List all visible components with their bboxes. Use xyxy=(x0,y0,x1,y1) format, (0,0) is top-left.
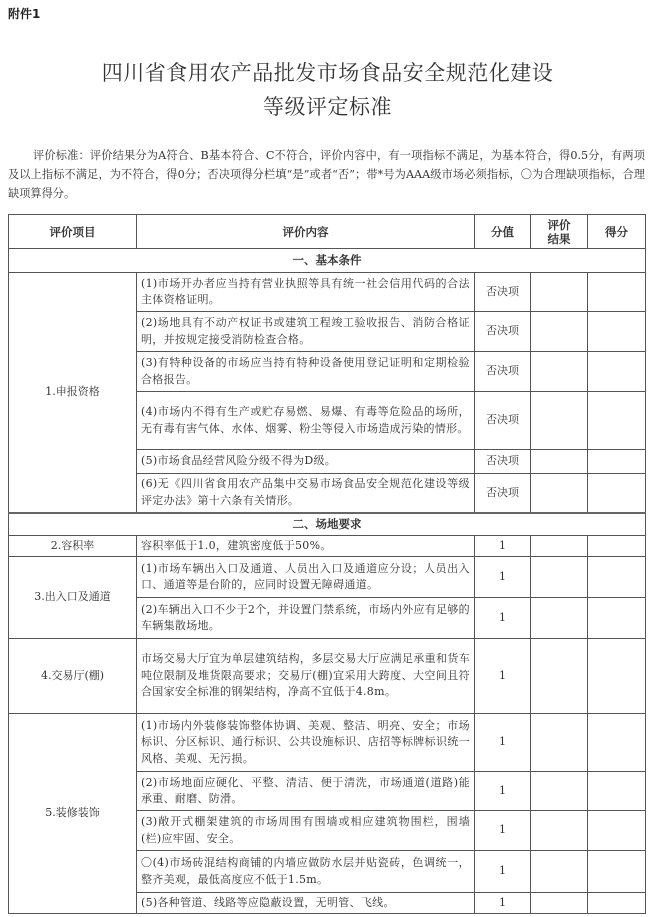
item-name: 3.出入口及通道 xyxy=(9,557,137,639)
column-header-content: 评价内容 xyxy=(137,215,475,249)
points-cell[interactable] xyxy=(588,450,646,474)
result-cell[interactable] xyxy=(531,772,588,811)
content-cell: (2)车辆出入口不少于2个，并设置门禁系统，市场内外应有足够的车辆集散场地。 xyxy=(137,598,475,639)
points-cell[interactable] xyxy=(588,639,646,714)
points-cell[interactable] xyxy=(588,772,646,811)
points-cell[interactable] xyxy=(588,714,646,772)
score-cell: 否决项 xyxy=(475,273,531,312)
score-cell: 1 xyxy=(475,772,531,811)
result-cell[interactable] xyxy=(531,474,588,513)
result-cell[interactable] xyxy=(531,536,588,557)
content-cell: (3)有特种设备的市场应当持有特种设备使用登记证明和定期检验合格报告。 xyxy=(137,352,475,392)
points-cell[interactable] xyxy=(588,851,646,893)
column-header-item: 评价项目 xyxy=(9,215,137,249)
column-header-result xyxy=(531,215,588,249)
points-cell[interactable] xyxy=(588,474,646,513)
evaluation-criteria-note: 评价标准：评价结果分为A符合、B基本符合、C不符合，评价内容中，有一项指标不满足，为基本符合，得0.5分，有两项及以上指标不满足，为不符合，得0分；否决项得分栏填“是”或者“否”；带*号为AAA级市场必须指标，〇为合理缺项指标，合理缺项算得分。 xyxy=(8,149,645,200)
result-cell[interactable] xyxy=(531,851,588,893)
item-name: 1.申报资格 xyxy=(9,273,137,513)
score-cell: 否决项 xyxy=(475,352,531,392)
section-title: 二、场地要求 xyxy=(9,513,646,536)
section-row xyxy=(9,249,646,273)
result-cell[interactable] xyxy=(531,450,588,474)
points-cell[interactable] xyxy=(588,811,646,851)
table-header-row xyxy=(9,215,646,249)
column-header-result-line1: 评价 xyxy=(547,217,571,232)
content-cell: (4)市场内不得有生产或贮存易燃、易爆、有毒等危险品的场所，无有毒有害气体、水体、烟雾、粉尘等侵入市场造成污染的情形。 xyxy=(137,392,475,450)
points-cell[interactable] xyxy=(588,352,646,392)
score-cell: 否决项 xyxy=(475,450,531,474)
column-header-result-line2: 结果 xyxy=(547,231,571,246)
content-cell: (5)市场食品经营风险分级不得为D级。 xyxy=(137,450,475,474)
score-cell: 1 xyxy=(475,557,531,598)
result-cell[interactable] xyxy=(531,557,588,598)
table-row xyxy=(9,557,646,598)
section-row xyxy=(9,513,646,536)
table-row xyxy=(9,273,646,312)
content-cell: (1)市场开办者应当持有营业执照等具有统一社会信用代码的合法主体资格证明。 xyxy=(137,273,475,312)
score-cell: 1 xyxy=(475,851,531,893)
score-cell: 1 xyxy=(475,598,531,639)
points-cell[interactable] xyxy=(588,893,646,914)
document-title-line2: 等级评定标准 xyxy=(263,95,392,119)
section-title: 一、基本条件 xyxy=(9,249,646,273)
result-cell[interactable] xyxy=(531,392,588,450)
content-cell: (1)市场内外装修装饰整体协调、美观、整洁、明亮、安全；市场标识、分区标识、通行标识、公共设施标识、店招等标牌标识统一风格、美观、无污损。 xyxy=(137,714,475,772)
score-cell: 1 xyxy=(475,811,531,851)
points-cell[interactable] xyxy=(588,273,646,312)
result-cell[interactable] xyxy=(531,273,588,312)
result-cell[interactable] xyxy=(531,714,588,772)
table-row xyxy=(9,714,646,772)
content-cell: (1)市场车辆出入口及通道、人员出入口及通道应分设；人员出入口、通道等是台阶的，应同时设置无障碍通道。 xyxy=(137,557,475,598)
points-cell[interactable] xyxy=(588,312,646,352)
points-cell[interactable] xyxy=(588,557,646,598)
content-cell: (2)场地具有不动产权证书或建筑工程竣工验收报告、消防合格证明，并按规定接受消防检查合格。 xyxy=(137,312,475,352)
result-cell[interactable] xyxy=(531,598,588,639)
table-row xyxy=(9,639,646,714)
item-name: 2.容积率 xyxy=(9,536,137,557)
content-cell: 市场交易大厅宜为单层建筑结构，多层交易大厅应满足承重和货车吨位限制及堆货限高要求；交易厅(棚)宜采用大跨度、大空间且符合国家安全标准的钢架结构，净高不宜低于4.8m。 xyxy=(137,639,475,714)
content-cell: 容积率低于1.0，建筑密度低于50%。 xyxy=(137,536,475,557)
score-cell: 否决项 xyxy=(475,474,531,513)
content-cell: 〇(4)市场砖混结构商铺的内墙应做防水层并贴瓷砖，色调统一，整齐美观，最低高度应不低于1.5m。 xyxy=(137,851,475,893)
attachment-label: 附件1 xyxy=(8,7,41,21)
score-cell: 否决项 xyxy=(475,392,531,450)
item-name: 5.装修装饰 xyxy=(9,714,137,914)
content-cell: (5)各种管道、线路等应隐蔽设置，无明管、飞线。 xyxy=(137,893,475,914)
document-title-line1: 四川省食用农产品批发市场食品安全规范化建设 xyxy=(101,61,554,85)
score-cell: 1 xyxy=(475,639,531,714)
points-cell[interactable] xyxy=(588,392,646,450)
result-cell[interactable] xyxy=(531,312,588,352)
column-header-score-value: 分值 xyxy=(475,215,531,249)
points-cell[interactable] xyxy=(588,598,646,639)
score-cell: 1 xyxy=(475,893,531,914)
result-cell[interactable] xyxy=(531,893,588,914)
result-cell[interactable] xyxy=(531,639,588,714)
evaluation-table xyxy=(8,214,646,914)
content-cell: (3)敞开式棚架建筑的市场周围有围墙或相应建筑物围栏，围墙(栏)应牢固、安全。 xyxy=(137,811,475,851)
result-cell[interactable] xyxy=(531,352,588,392)
item-name: 4.交易厅(棚) xyxy=(9,639,137,714)
table-row xyxy=(9,536,646,557)
result-cell[interactable] xyxy=(531,811,588,851)
score-cell: 否决项 xyxy=(475,312,531,352)
content-cell: (6)无《四川省食用农产品集中交易市场食品安全规范化建设等级评定办法》第十六条有关情形。 xyxy=(137,474,475,513)
points-cell[interactable] xyxy=(588,536,646,557)
column-header-points: 得分 xyxy=(588,215,646,249)
score-cell: 1 xyxy=(475,536,531,557)
content-cell: (2)市场地面应硬化、平整、清洁、便于清洗，市场通道(道路)能承重、耐磨、防滑。 xyxy=(137,772,475,811)
score-cell: 1 xyxy=(475,714,531,772)
